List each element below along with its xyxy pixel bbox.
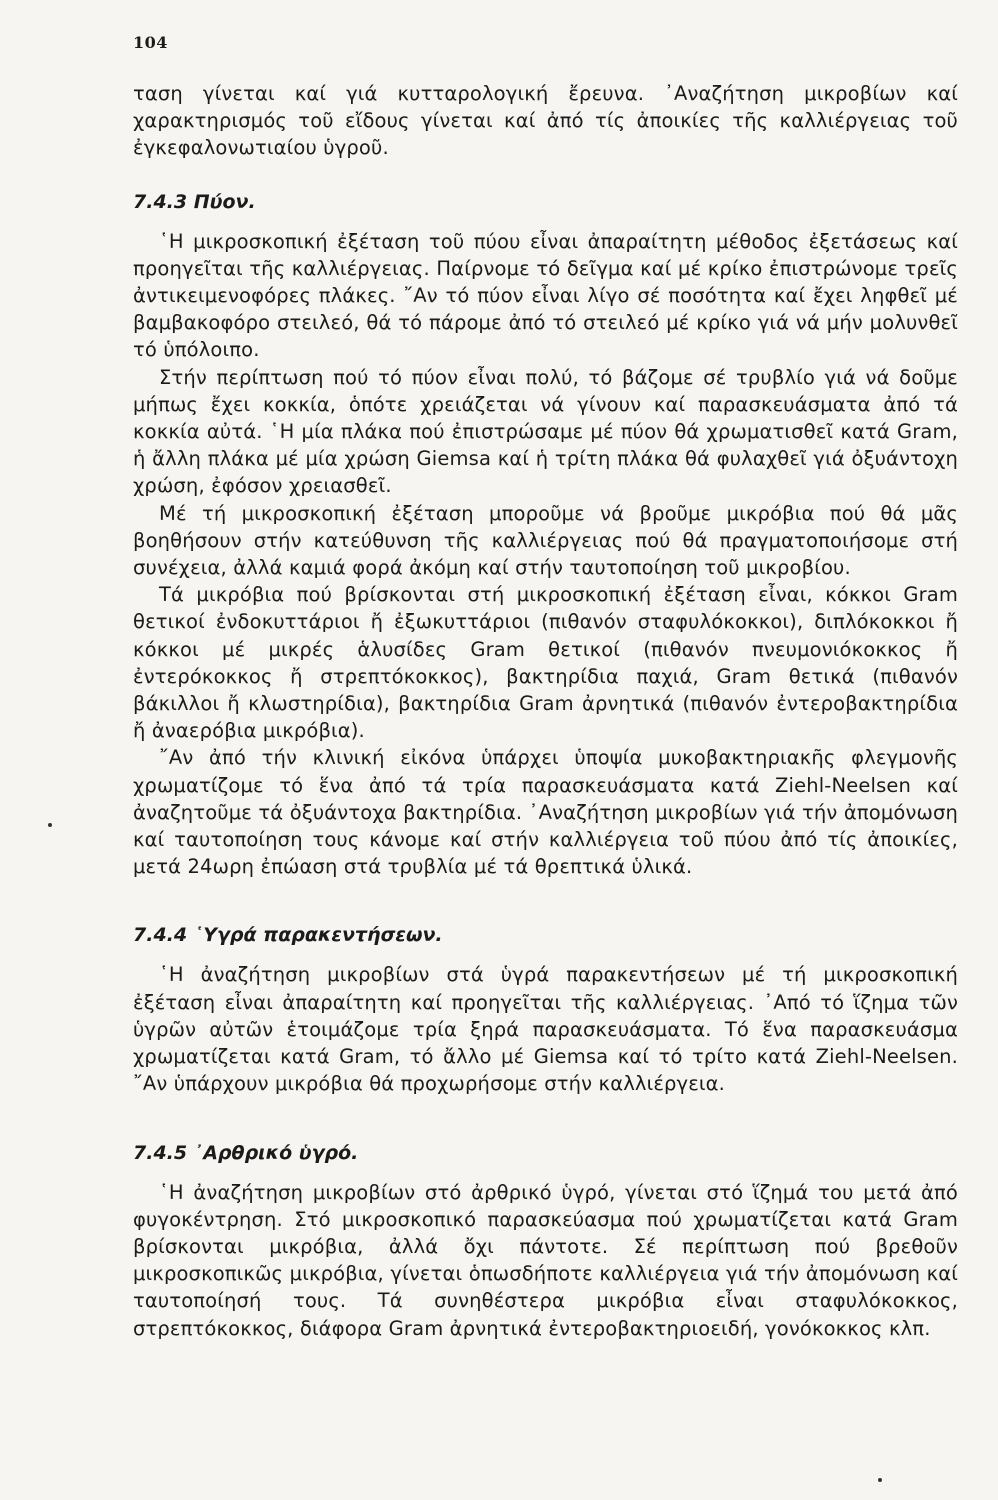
heading-7-4-3-pus: 7.4.3 Πύον. <box>133 190 256 213</box>
paragraph-pus-3: Μέ τή μικροσκοπική ἐξέταση μποροῦμε νά βροῦμε μικρόβια πού θά μᾶς βοηθήσουν στήν κατεύθυνση τῆς καλλιέργειας πού θά πραγματοποιήσομε στή συνέχεια, ἀλλά καμιά φορά ἀκόμη καί στήν ταυτοποίηση τοῦ μικροβίου. <box>133 501 958 580</box>
paragraph-pus-2: Στήν περίπτωση πού τό πύον εἶναι πολύ, τό βάζομε σέ τρυβλίο γιά νά δοῦμε μήπως ἔχει κοκκία, ὁπότε χρειάζεται νά γίνουν καί παρασκευάσματα ἀπό τά κοκκία αὐτά. ῾Η μία πλάκα πού ἐπιστρώσαμε μέ πύον θά χρωματισθεῖ κατά Gram, ἡ ἄλλη πλάκα μέ μία χρώση Giemsa καί ἡ τρίτη πλάκα θά φυλαχθεῖ γιά ὀξυάντοχη χρώση, ἐφόσον χρειασθεῖ. <box>133 365 958 498</box>
heading-7-4-4-puncture-fluids: 7.4.4 ῾Υγρά παρακεντήσεων. <box>133 924 443 947</box>
paragraph-pus-1: ῾Η μικροσκοπική ἐξέταση τοῦ πύου εἶναι ἀπαραίτητη μέθοδος ἐξετάσεως καί προηγεῖται τῆς καλλιέργειας. Παίρνομε τό δεῖγμα καί μέ κρίκο ἐπιστρώνομε τρεῖς ἀντικειμενοφόρες πλάκες. ῎Αν τό πύον εἶναι λίγο σέ ποσότητα καί ἔχει ληφθεῖ μέ βαμβακοφόρο στειλεό, θά τό πάρομε ἀπό τό στειλεό μέ κρίκο γιά νά μήν μολυνθεῖ τό ὑπόλοιπο. <box>133 229 958 362</box>
paragraph-intro: ταση γίνεται καί γιά κυτταρολογική ἔρευνα. ᾿Αναζήτηση μικροβίων καί χαρακτηρισμός τοῦ εἴδους γίνεται καί ἀπό τίς ἀποικίες τῆς καλλιέργειας τοῦ ἐγκεφαλονωτιαίου ὑγροῦ. <box>133 82 958 160</box>
paragraph-pus-5: ῎Αν ἀπό τήν κλινική εἰκόνα ὑπάρχει ὑποψία μυκοβακτηριακῆς φλεγμονῆς χρωματίζομε τό ἕνα ἀπό τά τρία παρασκευάσματα κατά Ziehl-Neelsen καί ἀναζητοῦμε τά ὀξυάντοχα βακτηρίδια. ᾿Αναζήτηση μικροβίων γιά τήν ἀπομόνωση καί ταυτοποίηση τους κάνομε καί στήν καλλιέργεια τοῦ πύου ἀπό τίς ἀποικίες, μετά 24ωρη ἐπώαση στά τρυβλία μέ τά θρεπτικά ὑλικά. <box>133 746 958 879</box>
scan-speck <box>48 823 52 827</box>
heading-7-4-5-synovial-fluid: 7.4.5 ᾿Αρθρικό ὑγρό. <box>133 1141 359 1164</box>
page-number: 104 <box>133 33 168 52</box>
paragraph-pus-4: Τά μικρόβια πού βρίσκονται στή μικροσκοπική ἐξέταση εἶναι, κόκκοι Gram θετικοί ἐνδοκυττάριοι ἤ ἐξωκυττάριοι (πιθανόν σταφυλόκοκκοι), διπλόκοκκοι ἤ κόκκοι μέ μικρές ἁλυσίδες Gram θετικοί (πιθανόν πνευμονιόκοκκος ἤ ἐντερόκοκκος ἤ στρεπτόκοκκος), βακτηρίδια παχιά, Gram θετικά (πιθανόν βάκιλλοι ἤ κλωστηρίδια), βακτηρίδια Gram ἀρνητικά (πιθανόν ἐντεροβακτηρίδια ἤ ἀναερόβια μικρόβια). <box>133 583 958 743</box>
paragraph-puncture-fluids: ῾Η ἀναζήτηση μικροβίων στά ὑγρά παρακεντήσεων μέ τή μικροσκοπική ἐξέταση εἶναι ἀπαραίτητη καί προηγεῖται τῆς καλλιέργειας. ᾿Από τό ἵζημα τῶν ὑγρῶν αὐτῶν ἑτοιμάζομε τρία ξηρά παρασκευάσματα. Τό ἕνα παρασκευάσμα χρωματίζεται κατά Gram, τό ἄλλο μέ Giemsa καί τό τρίτο κατά Ziehl-Neelsen. ῎Αν ὑπάρχουν μικρόβια θά προχωρήσομε στήν καλλιέργεια. <box>133 963 958 1096</box>
page-body <box>133 80 958 1342</box>
paragraph-synovial-fluid: ῾Η ἀναζήτηση μικροβίων στό ἀρθρικό ὑγρό, γίνεται στό ἵζημά του μετά ἀπό φυγοκέντρηση. Στό μικροσκοπικό παρασκεύασμα πού χρωματίζεται κατά Gram βρίσκονται μικρόβια, ἀλλά ὄχι πάντοτε. Σέ περίπτωση πού βρεθοῦν μικροσκοπικῶς μικρόβια, γίνεται ὁπωσδήποτε καλλιέργεια γιά τήν ἀπομόνωση καί ταυτοποίησή τους. Τά συνηθέστερα μικρόβια εἶναι σταφυλόκοκκος, στρεπτόκοκκος, διάφορα Gram ἀρνητικά ἐντεροβακτηριοειδή, γονόκοκκος κλπ. <box>133 1180 958 1340</box>
scan-speck <box>878 1478 882 1482</box>
